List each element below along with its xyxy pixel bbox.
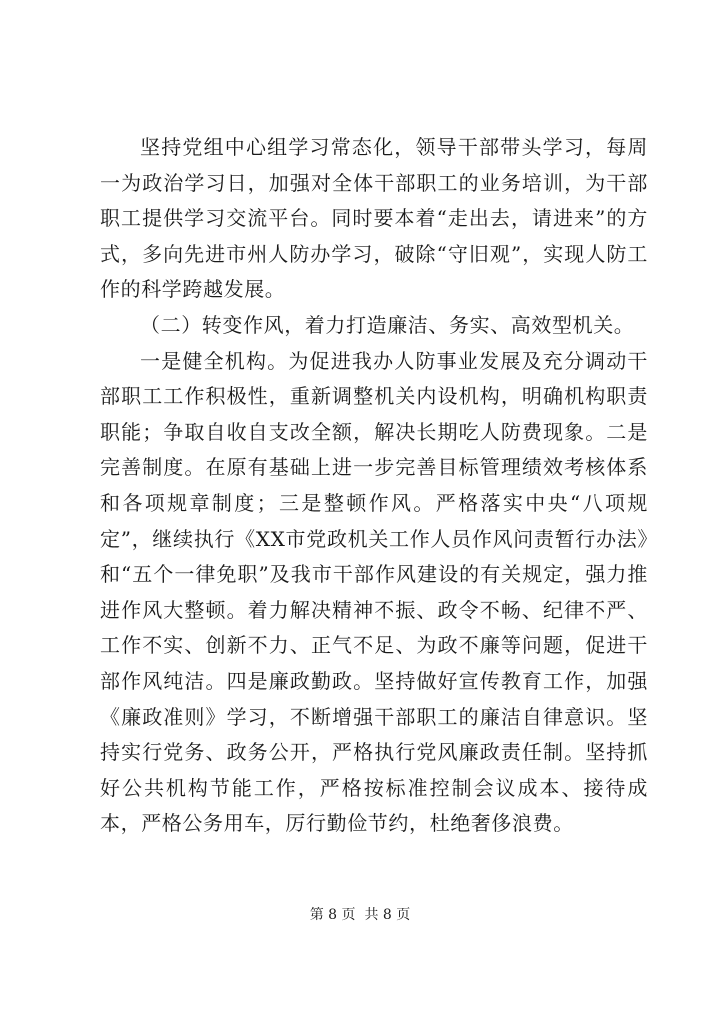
paragraph-study: 坚持党组中心组学习常态化，领导干部带头学习，每周一为政治学习日，加强对全体干部职工的业务培训，为干部职工提供学习交流平台。同时要本着“走出去，请进来”的方式，多向先进市州人防办学习，破除“守旧观”，实现人防工作的科学跨越发展。 — [100, 135, 648, 302]
section-heading: （二）转变作风，着力打造廉洁、务实、高效型机关。 — [140, 312, 635, 337]
paragraph-measures: 一是健全机构。为促进我办人防事业发展及充分调动干部职工工作积极性，重新调整机关内设机构，明确机构职责职能；争取自收自支改全额，解决长期吃人防费现象。二是完善制度。在原有基础上进一步完善目标管理绩效考核体系和各项规章制度；三是整顿作风。严格落实中央“八项规定”，继续执行《XX市党政机关工作人员作风问责暂行办法》和“五个一律免职”及我市干部作风建设的有关规定，强力推进作风大整顿。着力解决精神不振、政令不畅、纪律不严、工作不实、创新不力、正气不足、为政不廉等问题，促进干部作风纯洁。四是廉政勤政。坚持做好宣传教育工作，加强《廉政准则》学习，不断增强干部职工的廉洁自律意识。坚持实行党务、政务公开，严格执行党风廉政责任制。坚持抓好公共机构节能工作，严格按标准控制会议成本、接待成本，严格公务用车，厉行勤俭节约，杜绝奢侈浪费。 — [100, 348, 648, 836]
document-body — [100, 130, 648, 842]
page-footer — [0, 905, 720, 925]
page-number-label: 第 8 页 共 8 页 — [309, 907, 411, 923]
